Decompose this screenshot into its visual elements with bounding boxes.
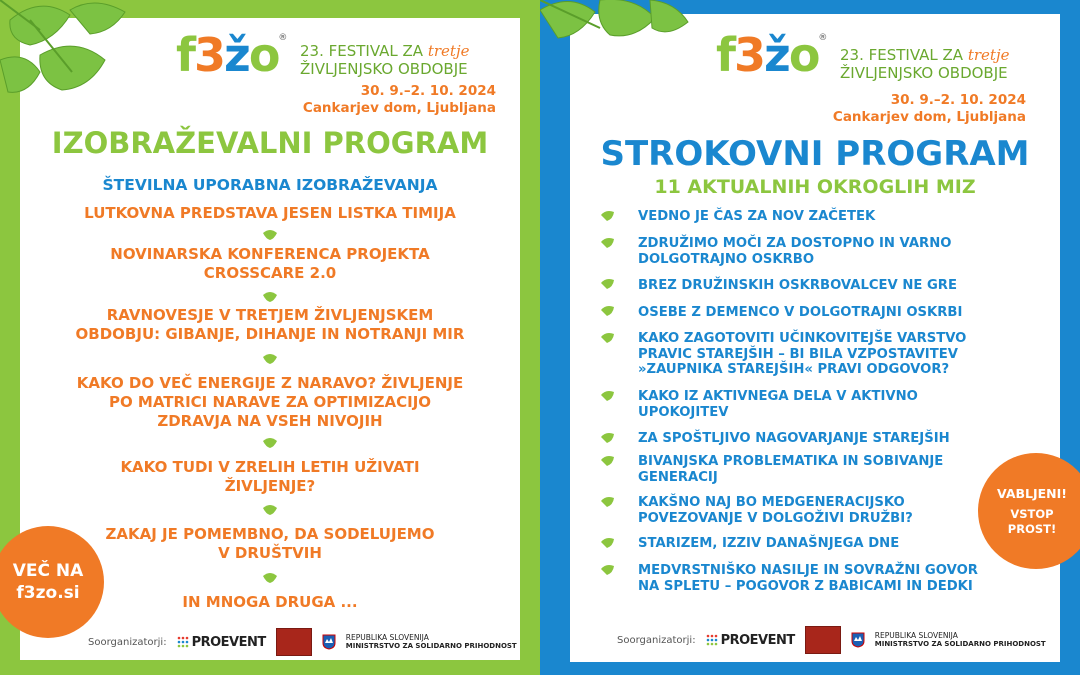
ginkgo-leaf-bullet-icon xyxy=(600,237,616,249)
right-item-5: KAKO ZAGOTOVITI UČINKOVITEJŠE VARSTVO PRAVIC STAREJŠIH – BI BILA VZPOSTAVITEV »ZAUPNIKA STAREJŠIH« PRAVI ODGOVOR? xyxy=(638,331,967,377)
ginkgo-leaf-icon xyxy=(262,353,278,365)
ginkgo-leaf-bullet-icon xyxy=(600,278,616,290)
dots-grid-icon xyxy=(177,636,189,648)
ginkgo-leaf-bullet-icon xyxy=(600,390,616,402)
right-title: STROKOVNI PROGRAM xyxy=(600,134,1030,174)
festival-dates-right: 30. 9.–2. 10. 2024 Cankarjev dom, Ljubljana xyxy=(832,92,1026,125)
ginkgo-leaf-icon xyxy=(262,504,278,516)
partner-emblem xyxy=(805,626,841,654)
partner-emblem xyxy=(276,628,312,656)
right-item-6: KAKO IZ AKTIVNEGA DELA V AKTIVNO UPOKOJITEV xyxy=(638,389,918,420)
left-item-2: NOVINARSKA KONFERENCA PROJEKTA CROSSCARE 2.0 xyxy=(110,245,430,282)
proevent-logo: PROEVENT xyxy=(706,633,795,648)
right-item-8: BIVANJSKA PROBLEMATIKA IN SOBIVANJE GENERACIJ xyxy=(638,454,944,485)
right-item-10: STARIZEM, IZZIV DANAŠNJEGA DNE xyxy=(638,536,900,551)
left-item-1: LUTKOVNA PREDSTAVA JESEN LISTKA TIMIJA xyxy=(84,204,456,222)
ginkgo-leaf-icon xyxy=(262,437,278,449)
ginkgo-leaf-icon xyxy=(262,572,278,584)
f3zo-logo-right: f3žo® xyxy=(716,28,828,82)
more-info-badge-link[interactable]: VEČ NA f3zo.si xyxy=(0,526,104,638)
ministry-text: REPUBLIKA SLOVENIJA MINISTRSTVO ZA SOLIDARNO PRIHODNOST xyxy=(345,633,517,650)
ministry-text: REPUBLIKA SLOVENIJA MINISTRSTVO ZA SOLIDARNO PRIHODNOST xyxy=(874,631,1046,648)
dots-grid-icon xyxy=(706,634,718,646)
sponsors-footer-right: Soorganizatorji: PROEVENT REPUBLIKA SLOVENIJA MINISTRSTVO ZA SOLIDARNO PRIHODNOST xyxy=(617,626,1046,654)
ginkgo-leaves-decoration-right xyxy=(540,0,690,80)
slovenia-coat-of-arms-icon xyxy=(851,632,865,648)
slovenia-coat-of-arms-icon xyxy=(322,634,336,650)
festival-name-left: 23. FESTIVAL ZA tretje ŽIVLJENJSKO OBDOBJE xyxy=(300,42,470,78)
right-item-2: ZDRUŽIMO MOČI ZA DOSTOPNO IN VARNO DOLGOTRAJNO OSKRBO xyxy=(638,236,952,267)
left-item-7: IN MNOGA DRUGA ... xyxy=(182,593,358,611)
right-item-4: OSEBE Z DEMENCO V DOLGOTRAJNI OSKRBI xyxy=(638,305,963,320)
left-item-3: RAVNOVESJE V TRETJEM ŽIVLJENJSKEM OBDOBJU: GIBANJE, DIHANJE IN NOTRANJI MIR xyxy=(75,306,465,343)
ginkgo-leaf-icon xyxy=(262,291,278,303)
right-item-7: ZA SPOŠTLJIVO NAGOVARJANJE STAREJŠIH xyxy=(638,431,950,446)
left-item-5: KAKO TUDI V ZRELIH LETIH UŽIVATI ŽIVLJENJE? xyxy=(120,458,420,495)
right-item-9: KAKŠNO NAJ BO MEDGENERACIJSKO POVEZOVANJE V DOLGOŽIVI DRUŽBI? xyxy=(638,495,913,526)
left-item-6: ZAKAJ JE POMEMBNO, DA SODELUJEMO V DRUŠTVIH xyxy=(105,525,435,562)
right-item-1: VEDNO JE ČAS ZA NOV ZAČETEK xyxy=(638,209,876,224)
festival-dates-left: 30. 9.–2. 10. 2024 Cankarjev dom, Ljubljana xyxy=(302,83,496,116)
ginkgo-leaf-bullet-icon xyxy=(600,332,616,344)
ginkgo-leaf-bullet-icon xyxy=(600,537,616,549)
ginkgo-leaf-bullet-icon xyxy=(600,432,616,444)
ginkgo-leaf-bullet-icon xyxy=(600,496,616,508)
ginkgo-leaf-icon xyxy=(262,229,278,241)
festival-name-right: 23. FESTIVAL ZA tretje ŽIVLJENJSKO OBDOBJE xyxy=(840,46,1010,82)
left-title: IZOBRAŽEVALNI PROGRAM xyxy=(51,126,489,160)
right-item-11: MEDVRSTNIŠKO NASILJE IN SOVRAŽNI GOVOR NA SPLETU – POGOVOR Z BABICAMI IN DEDKI xyxy=(638,563,978,594)
free-entry-badge: VABLJENI! VSTOP PROST! xyxy=(978,453,1080,569)
ginkgo-leaves-decoration-left xyxy=(0,0,130,110)
ginkgo-leaf-bullet-icon xyxy=(600,564,616,576)
right-subtitle: 11 AKTUALNIH OKROGLIH MIZ xyxy=(654,176,976,198)
left-item-4: KAKO DO VEČ ENERGIJE Z NARAVO? ŽIVLJENJE PO MATRICI NARAVE ZA OPTIMIZACIJO ZDRAVJA NA VSEH NIVOJIH xyxy=(76,374,464,430)
f3zo-logo-left: f3žo® xyxy=(176,28,288,82)
proevent-logo: PROEVENT xyxy=(177,635,266,650)
ginkgo-leaf-bullet-icon xyxy=(600,455,616,467)
ginkgo-leaf-bullet-icon xyxy=(600,210,616,222)
ginkgo-leaf-bullet-icon xyxy=(600,305,616,317)
sponsors-footer-left: Soorganizatorji: PROEVENT REPUBLIKA SLOVENIJA MINISTRSTVO ZA SOLIDARNO PRIHODNOST xyxy=(88,628,517,656)
left-subtitle: ŠTEVILNA UPORABNA IZOBRAŽEVANJA xyxy=(102,176,438,194)
right-item-3: BREZ DRUŽINSKIH OSKRBOVALCEV NE GRE xyxy=(638,278,957,293)
